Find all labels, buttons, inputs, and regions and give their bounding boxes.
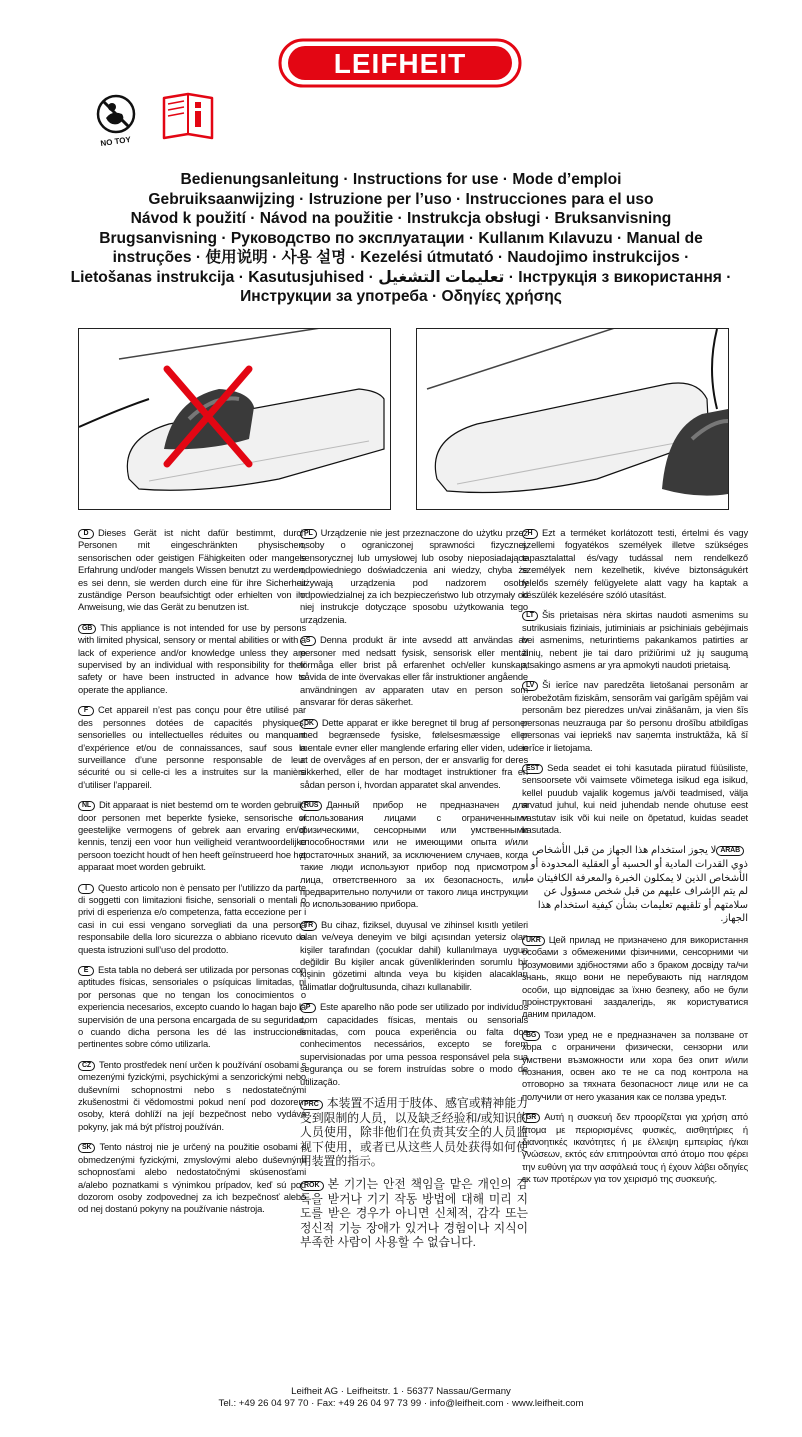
brand-name: LEIFHEIT (333, 48, 467, 79)
language-code: LT (522, 611, 538, 621)
language-code: UKR (522, 936, 545, 946)
warning-paragraph-prc: PRC 本装置不适用于肢体、感官或精神能力受到限制的人员，以及缺乏经验和/或知识的人员使用，除非他们在负责其安全的人员监视下使用，或者已从这些人员处获得如何使用装置的指示。 (300, 1096, 528, 1169)
title-line: instruções · 使用说明 · 사용 설명 · Kezelési útmutató · Naudojimo instrukcijos · (112, 249, 690, 266)
warning-paragraph-arab: ARABلا يجوز استخدام هذا الجهاز من قبل الأشخاص ذوي القدرات المادية أو الحسية أو العقلية المحدودة أو الأشخاص الذين لا يمكلون الخبرة والمعرفة الكافيتان ما لم يتم الإشراف عليهم من قبل شخص مسؤول عن سلامتهم أو تلقيهم تعليمات بشأن كيفية استخدام هذا الجهاز. (525, 845, 748, 925)
text-column-2 (300, 527, 528, 1258)
warning-paragraph-e: E Esta tabla no deberá ser utilizada por personas con aptitudes físicas, sensoriales o psíquicas limitadas, ni por personas que no tengan los conocimientos o experiencia necesarios, excepto cuando lo hagan bajo la supervisión de una persona encargada de su seguridad, o cuando dicha persona les dé las instrucciones pertinentes sobre cómo utilizarla. (78, 964, 306, 1050)
text-column-1 (78, 527, 306, 1224)
language-code: SK (78, 1143, 95, 1153)
language-code: BG (522, 1031, 540, 1041)
footer-line-1: Leifheit AG · Leifheitstr. 1 · 56377 Nassau/Germany (291, 1386, 511, 1397)
warning-paragraph-ukr: UKR Цей прилад не призначено для використання особами з обмеженими фізичними, сенсорними чи розумовими здібностями або з браком досвіду та/чи знань, якщо вони не перебувають під наглядом особи, що відповідає за їхню безпеку, або не були проінструктовані заздалегідь, як користуватися даним приладом. (522, 933, 748, 1020)
warning-paragraph-bg: BG Този уред не е предназначен за ползване от хора с ограничени физически, сензорни или умствени възможности или хора без опит и/или познания, освен ако те не са под контрола на отговорно за тяхната безопасност лице или не са получили от него указания как се ползва уредът. (522, 1028, 748, 1102)
warning-paragraph-p: P Este aparelho não pode ser utilizado por indivíduos com capacidades físicas, mentais ou sensoriais limitadas, com pouca experiência ou falta dos conhecimentos necessários, excepto se forem supervisionadas por uma pessoa responsável pela sua segurança ou se forem instruídas sobre o modo de utilização. (300, 1001, 528, 1087)
warning-paragraph-cz: CZ Tento prostředek není určen k používání osobami s omezenými fyzickými, psychickými a senzorickými nebo duševními schopnostmi nebo s nedostatečnými zkušenostmi či vědomostmi pokud není pod dozorem osoby, která dohlíží na její bezpečnost nebo vydává pokyny, jak má být přístroj používán. (78, 1058, 306, 1132)
warning-paragraph-f: F Cet appareil n’est pas conçu pour être utilisé par des personnes dotées de capacités physiques, sensorielles ou intellectuelles réduites ou manquant d’expérience et/ou de connaissances, sauf sous la surveillance d’une personne responsable de leur sécurité ou si celle-ci les a instruites sur la manière d’utiliser l’appareil. (78, 704, 306, 790)
warning-paragraph-lt: LT Šis prietaisas nėra skirtas naudoti asmenims su sutrikusiais fiziniais, jutiminiais ar psichiniais gebėjimais bei asmenims, neturintiems pakankamos patirties ar žinių, nebent jie tai daro prižiūrimi už jų saugumą atsakingo asmens ar yra apmokyti naudoti prietaisą. (522, 609, 748, 671)
warning-paragraph-h: H Ezt a terméket korlátozott testi, értelmi és vagy szellemi fogyatékos személyek illetve szükséges tapasztalattal és/vagy tudással nem rendelkező személyek nem kezelhetik, kivéve biztonságukért felelős személy felügyelete alatt vagy ha kaptak a készülék kezelésére szóló utasítást. (522, 527, 748, 601)
language-code: RUS (300, 801, 322, 811)
language-code: ROK (300, 1181, 324, 1191)
language-code: DK (300, 719, 318, 729)
warning-paragraph-i: I Questo articolo non è pensato per l’utilizzo da parte di soggetti con limitazioni fisiche, sensoriali o mentali o privi di esperienza e/o competenza, fatta eccezione per i casi in cui essi vengano sorvegliati da una persona responsabile della loro sicurezza o abbiano ricevuto da questa istruzioni sull’uso del prodotto. (78, 881, 306, 955)
title-line: Gebruiksaanwijzing · Istruzione per l’uso · Instrucciones para el uso (148, 190, 654, 208)
warning-paragraph-sk: SK Tento nástroj nie je určený na použitie osobami s obmedzenými fyzickými, zmyslovými alebo duševnými schopnosťami alebo nedostatočnými skúsenosťami a/alebo poznatkami s výnimkou prípadov, keď sú pod dozorom osoby zodpovednej za ich bezpečnosť alebo od nej dostanú pokyny na používanie nástroja. (78, 1141, 306, 1215)
illustration-wrong-use (78, 328, 391, 510)
title-line: Инструкции за употреба · Οδηγίες χρήσης (240, 288, 562, 305)
language-code: E (78, 966, 94, 976)
warning-paragraph-nl: NL Dit apparaat is niet bestemd om te worden gebruikt door personen met beperkte fysieke, sensorische of geestelijke vermogens of gebrek aan ervaring en/of kennis, tenzij een voor hun veiligheid verantwoordelijke persoon toezicht houdt of hen heeft geïnstrueerd hoe het apparaat moet worden gebruikt. (78, 799, 306, 873)
warning-paragraph-gr: GR Αυτή η συσκευή δεν προορίζεται για χρήση από άτομα με περιορισμένες φυσικές, αισθητήριες ή διανοητικές ικανότητες ή με έλλειψη εμπειρίας ή/και γνώσεων, εκτός εάν επιτηρούνται από άτομο που φέρει την ευθύνη για την ασφάλειά τους ή έχουν λάβει οδηγίες εκ των προτέρων για τον χειρισμό της συσκευής. (522, 1111, 748, 1185)
language-code: CZ (78, 1061, 95, 1071)
language-code: NL (78, 801, 95, 811)
title-line: Návod k použití · Návod na použitie · Instrukcja obsługi · Bruksanvisning (130, 210, 672, 227)
warning-paragraph-rok: ROK 본 기기는 안전 책임을 맡은 개인의 감독을 받거나 기기 작동 방법에 대해 미리 지도를 받은 경우가 아니면 신체적, 감각 또는 정신적 기능 장애가 있거나 경험이나 지식이 부족한 사람이 사용할 수 없습니다. (300, 1177, 528, 1250)
language-code: F (78, 706, 94, 716)
language-code: S (300, 636, 316, 646)
language-code: D (78, 529, 94, 539)
warning-paragraph-pl: PL Urządzenie nie jest przeznaczone do użytku przez osoby o ograniczonej sprawności fizycznej, sensorycznej lub umysłowej lub osoby nieposiadające odpowiedniego doświadczenia ani wiedzy, chyba że używają urządzenia pod nadzorem osoby odpowiedzialnej za ich bezpieczeństwo lub otrzymały od niej instrukcje dotyczące sposobu użytkowania tego urządzenia. (300, 527, 528, 625)
illustration-correct-use (416, 328, 729, 510)
language-code: TR (300, 921, 317, 931)
footer-line-2: Tel.: +49 26 04 97 70 · Fax: +49 26 04 97 73 99 · info@leifheit.com · www.leifheit.com (218, 1398, 584, 1409)
warning-icons (92, 90, 237, 150)
language-code: H (522, 529, 538, 539)
language-code: PRC (300, 1100, 323, 1110)
language-code: EST (522, 764, 543, 774)
no-toy-icon (98, 96, 134, 148)
warning-paragraph-de: D Dieses Gerät ist nicht dafür bestimmt, durch Personen mit eingeschränkten physischen, sensorischen oder geistigen Fähigkeiten oder mangels Erfahrung und/oder mangels Wissen benutzt zu werden, es sei denn, sie werden durch eine für ihre Sicherheit zuständige Person beaufsichtigt oder erhielten von ihr Anweisung, wie das Gerät zu benutzen ist. (78, 527, 306, 613)
language-code: I (78, 884, 94, 894)
warning-paragraph-rus: RUS Данный прибор не предназначен для использования лицами с ограниченными физическими, сенсорными или умственными способностями или не имеющими опыта и/или достаточных знаний, за исключением случаев, когда такие люди используют прибор под присмотром лица, ответственного за их безопасность, или предварительно получили от такого лица инструкции по использованию прибора. (300, 799, 528, 910)
language-code: ARAB (716, 846, 744, 856)
warning-paragraph-s: S Denna produkt är inte avsedd att användas av personer med nedsatt fysisk, sensorisk eller mental förmåga eller brist på erfarenhet och/eller kunskap, såvida de inte övervakas eller får instruktioner angående användningen av apparaten utav en person som ansvarar för deras säkerhet. (300, 634, 528, 708)
info-book-icon (164, 94, 212, 138)
language-code: P (300, 1003, 316, 1013)
title-line: Brugsanvisning · Руководство по эксплуатации · Kullanım Kılavuzu · Manual de (99, 229, 703, 247)
text-column-3 (522, 527, 748, 1194)
warning-paragraph-dk: DK Dette apparat er ikke beregnet til brug af personer med begrænsede fysiske, følelsesmæssige eller mentale evner eller manglende erfaring eller viden, uden at de overvåges af en person, der er ansvarlig for deres sikkerhed, eller de har modtaget instruktioner fra en sådan person i, hvordan apparatet skal anvendes. (300, 716, 528, 790)
title-line: Lietošanas instrukcija · Kasutusjuhised · تعليمات التشغيل · Інструкція з використання · (70, 268, 732, 286)
warning-paragraph-est: EST Seda seadet ei tohi kasutada piiratud füüsiliste, sensoorsete või vaimsete võimetega isikud ega isikud, kellel puudub vajalik kogemus ja/või teadmised, välja arvatud juhul, kui neid juhendab nende ohutuse eest vastutav isik või kui neile on õpetatud, kuidas seadet kasutada. (522, 761, 748, 835)
language-code: GR (522, 1113, 540, 1123)
title-block (60, 170, 742, 307)
warning-paragraph-tr: TR Bu cihaz, fiziksel, duyusal ve zihinsel kısıtlı yetileri olan ve/veya deneyim ve bilgi açısından yetersiz olan kişiler tarafından (çocuklar dahil) kullanılmaya uygun değildir Bu kişiler ancak güvenliklerinden sorumlu bir kişinin gözetimi altında veya bu kişiden alacakları talimatlar doğrultusunda, cihazı kullanabilir. (300, 918, 528, 992)
language-code: PL (300, 529, 317, 539)
warning-paragraph-lv: LV Ši ierīce nav paredzēta lietošanai personām ar ierobežotām fiziskām, sensorām vai garīgām spējām vai personām bez pieredzes un/vai zināšanām, ja vien šīs personas neuzrauga par šo personu drošību atbildīgas personas vai iepriekš nav saņemta instruktāža, kā šī ierīce ir lietojama. (522, 679, 748, 753)
language-code: LV (522, 681, 538, 691)
footer-address (0, 1386, 802, 1410)
no-toy-label: NO TOY (99, 134, 132, 149)
title-line: Bedienungsanleitung · Instructions for use · Mode d’emploi (180, 171, 622, 188)
leifheit-logo (278, 38, 522, 88)
warning-paragraph-gb: GB This appliance is not intended for use by persons with limited physical, sensory or mental abilities or with a lack of experience and/or knowledge unless they are supervised by an individual with responsibility for their safety or have been instructed in advance how to operate the appliance. (78, 621, 306, 695)
language-code: GB (78, 624, 96, 634)
